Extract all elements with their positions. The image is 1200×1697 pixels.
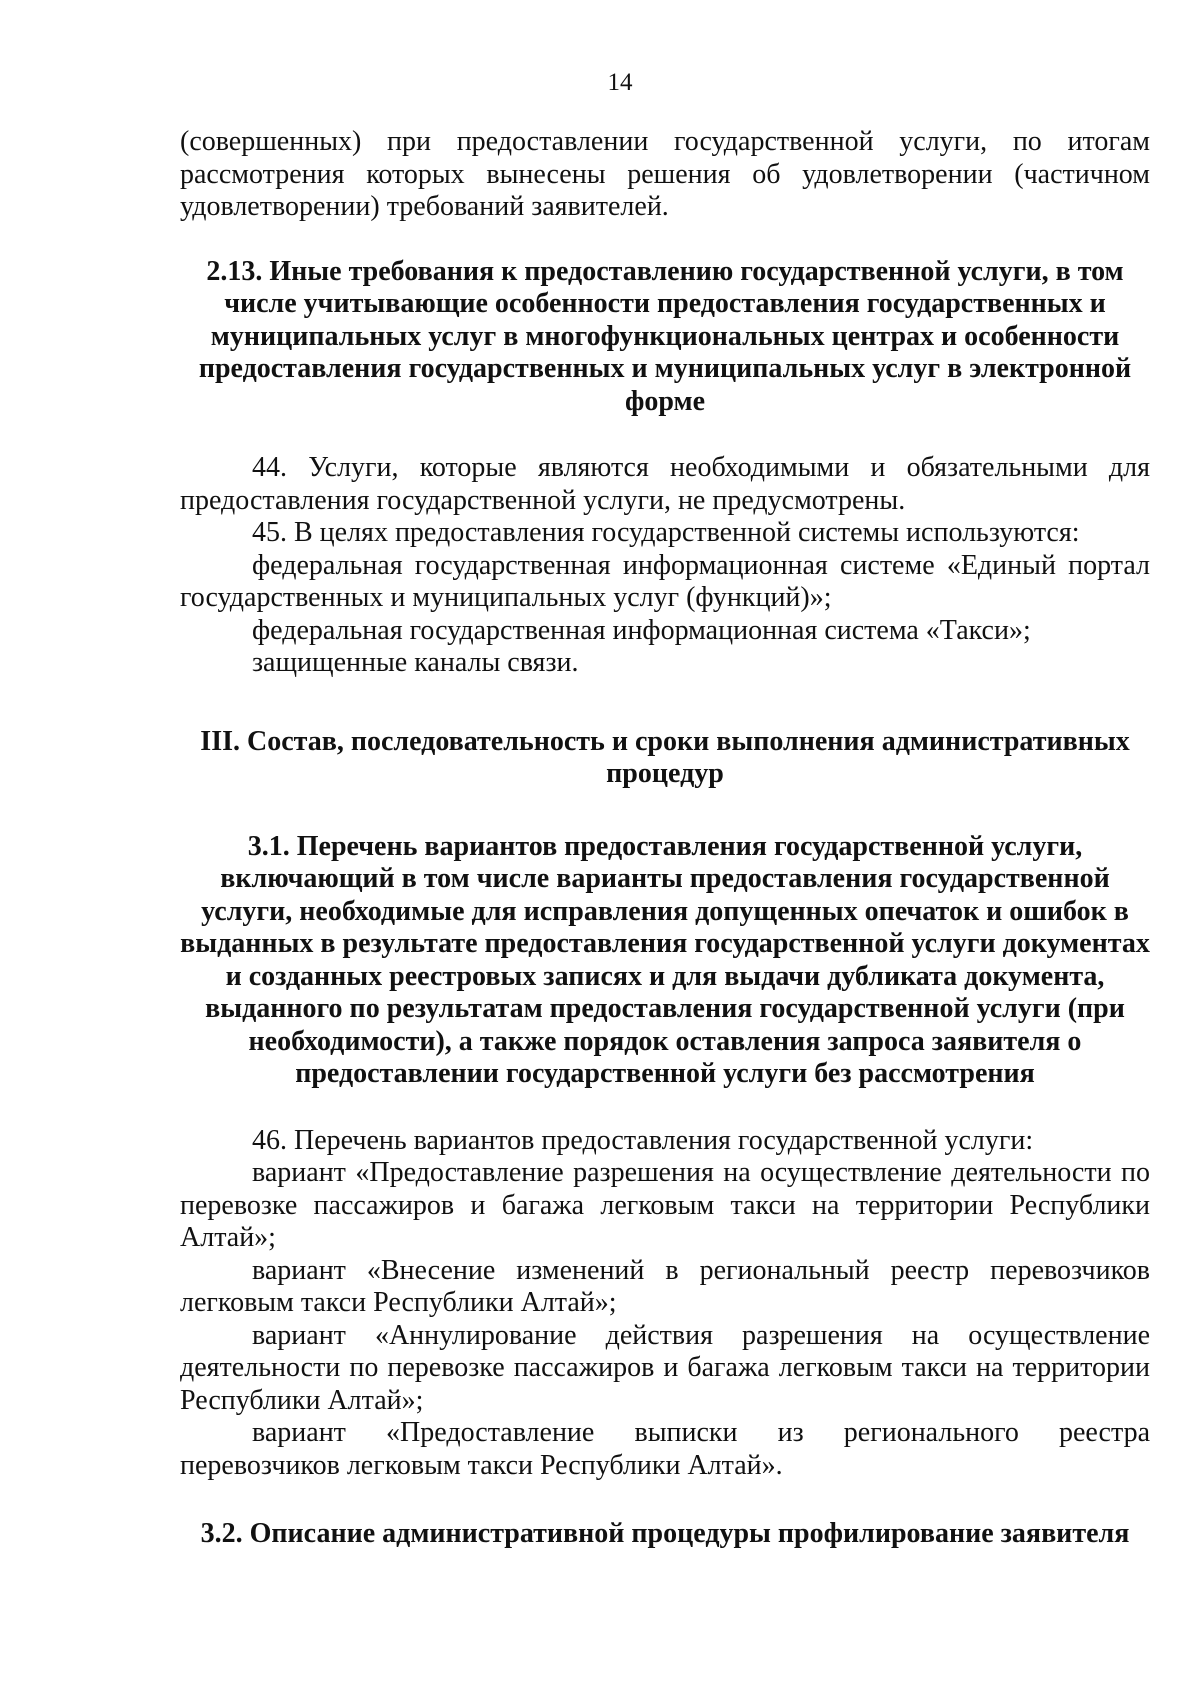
variant-item: вариант «Предоставление разрешения на осуществление деятельности по перевозке пассажиров и багажа легковым такси на территории Республики Алтай»; — [180, 1157, 1150, 1253]
continuation-paragraph: (совершенных) при предоставлении государственной услуги, по итогам рассмотрения которых вынесены решения об удовлетворении (частичном удовлетворении) требований заявителей. — [180, 126, 1150, 222]
section-3-heading: III. Состав, последовательность и сроки выполнения административных процедур — [200, 725, 1130, 789]
paragraph-44: 44. Услуги, которые являются необходимыми и обязательными для предоставления государственной услуги, не предусмотрены. — [180, 452, 1150, 516]
list-item-taxi-system: федеральная государственная информационная система «Такси»; — [252, 614, 1031, 646]
section-2-13-heading: 2.13. Иные требования к предоставлению государственной услуги, в том числе учитывающие особенности предоставления государственных и муниципальных услуг в многофункциональных центрах и особенности предоставления государственных и муниципальных услуг в электронной форме — [198, 255, 1132, 417]
section-3-1-heading: 3.1. Перечень вариантов предоставления государственной услуги, включающий в том числе варианты предоставления государственной услуги, необходимые для исправления допущенных опечаток и ошибок в выданных в результате предоставления государственной услуги документах и созданных реестровых записях и для выдачи дубликата документа, выданного по результатам предоставления государственной услуги (при необходимости), а также порядок оставления запроса заявителя о предоставлении государственной услуги без рассмотрения — [180, 830, 1150, 1089]
page-number: 14 — [607, 69, 633, 96]
section-3-2-heading: 3.2. Описание административной процедуры профилирование заявителя — [200, 1518, 1130, 1549]
paragraph-46: 46. Перечень вариантов предоставления государственной услуги: — [252, 1124, 1034, 1156]
document-body — [180, 126, 1150, 1551]
variant-item: вариант «Предоставление выписки из регионального реестра перевозчиков легковым такси Республики Алтай». — [180, 1417, 1150, 1481]
list-item-secure-channels: защищенные каналы связи. — [252, 647, 579, 678]
paragraph-45: 45. В целях предоставления государственной системы используются: — [252, 517, 1080, 548]
list-item-epgu: федеральная государственная информационная системе «Единый портал государственных и муниципальных услуг (функций)»; — [180, 549, 1150, 613]
variant-item: вариант «Аннулирование действия разрешения на осуществление деятельности по перевозке пассажиров и багажа легковым такси на территории Республики Алтай»; — [180, 1319, 1150, 1416]
variant-item: вариант «Внесение изменений в региональный реестр перевозчиков легковым такси Республики Алтай»; — [180, 1254, 1150, 1318]
